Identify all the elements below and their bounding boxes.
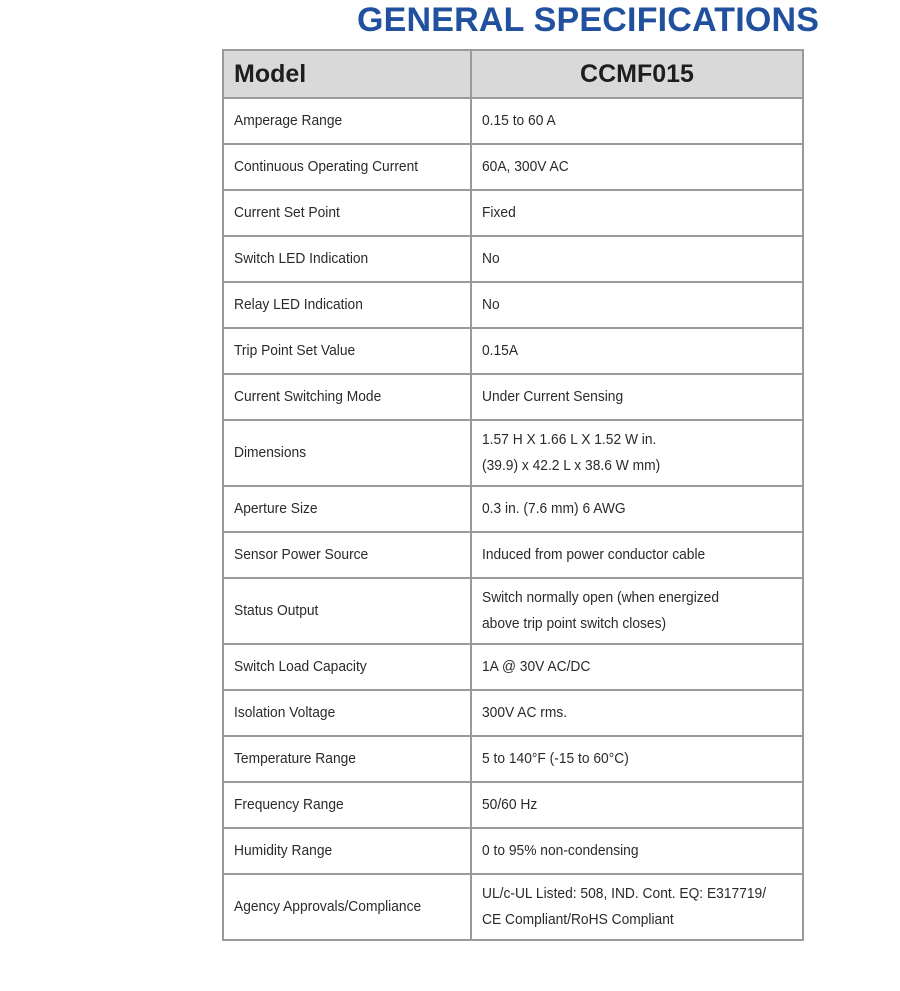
spec-value-line: 60A, 300V AC <box>482 158 569 175</box>
spec-label-text: Frequency Range <box>234 796 344 813</box>
spec-value-line: Switch normally open (when energized <box>482 589 720 606</box>
spec-value <box>471 236 803 282</box>
spec-label-text: Switch LED Indication <box>234 250 369 267</box>
table-row <box>223 690 803 736</box>
spec-value-line: (39.9) x 42.2 L x 38.6 W mm) <box>482 457 661 474</box>
spec-value-line: 5 to 140°F (-15 to 60°C) <box>482 750 629 767</box>
table-row <box>223 190 803 236</box>
model-header-label: Model <box>223 50 471 98</box>
spec-label <box>223 98 471 144</box>
spec-value <box>471 690 803 736</box>
spec-label <box>223 420 471 486</box>
spec-value <box>471 736 803 782</box>
table-header-row <box>223 50 803 98</box>
spec-value-line: 300V AC rms. <box>482 704 568 721</box>
table-row <box>223 736 803 782</box>
spec-label-text: Continuous Operating Current <box>234 158 419 175</box>
spec-label <box>223 532 471 578</box>
spec-label-text: Sensor Power Source <box>234 546 369 563</box>
spec-value <box>471 98 803 144</box>
specifications-body <box>223 98 803 940</box>
spec-value-line: 1.57 H X 1.66 L X 1.52 W in. <box>482 431 657 448</box>
spec-label-text: Switch Load Capacity <box>234 658 367 675</box>
spec-value-line: No <box>482 250 500 267</box>
spec-value-line: 50/60 Hz <box>482 796 538 813</box>
spec-value <box>471 144 803 190</box>
spec-label <box>223 190 471 236</box>
page-title: GENERAL SPECIFICATIONS <box>357 1 820 39</box>
table-row <box>223 282 803 328</box>
spec-value <box>471 532 803 578</box>
spec-value-line: CE Compliant/RoHS Compliant <box>482 911 674 928</box>
spec-value-line: above trip point switch closes) <box>482 615 667 632</box>
spec-value-line: Induced from power conductor cable <box>482 546 706 563</box>
table-row <box>223 828 803 874</box>
table-row <box>223 420 803 486</box>
spec-label <box>223 828 471 874</box>
spec-value <box>471 282 803 328</box>
spec-value <box>471 828 803 874</box>
spec-value-line: 1A @ 30V AC/DC <box>482 658 591 675</box>
spec-value <box>471 374 803 420</box>
spec-label-text: Relay LED Indication <box>234 296 363 313</box>
table-row <box>223 98 803 144</box>
specifications-table <box>222 49 804 941</box>
spec-label <box>223 782 471 828</box>
spec-value-line: Under Current Sensing <box>482 388 624 405</box>
spec-value-line: 0.3 in. (7.6 mm) 6 AWG <box>482 500 626 517</box>
spec-label <box>223 374 471 420</box>
spec-label <box>223 328 471 374</box>
spec-label-text: Trip Point Set Value <box>234 342 356 359</box>
spec-value-line: Fixed <box>482 204 516 221</box>
spec-label-text: Dimensions <box>234 444 307 461</box>
spec-value-line: 0 to 95% non-condensing <box>482 842 639 859</box>
spec-value <box>471 782 803 828</box>
spec-label-text: Amperage Range <box>234 112 343 129</box>
spec-value <box>471 190 803 236</box>
spec-label-text: Temperature Range <box>234 750 356 767</box>
spec-value <box>471 578 803 644</box>
spec-label <box>223 282 471 328</box>
spec-value-line: UL/c-UL Listed: 508, IND. Cont. EQ: E317719/ <box>482 885 767 902</box>
spec-label <box>223 578 471 644</box>
spec-label <box>223 690 471 736</box>
table-row <box>223 782 803 828</box>
spec-value-line: 0.15A <box>482 342 519 359</box>
spec-label <box>223 736 471 782</box>
model-header-value: CCMF015 <box>471 50 803 98</box>
table-row <box>223 236 803 282</box>
spec-label-text: Current Set Point <box>234 204 340 221</box>
spec-label <box>223 644 471 690</box>
table-row <box>223 144 803 190</box>
spec-label-text: Current Switching Mode <box>234 388 382 405</box>
spec-value <box>471 644 803 690</box>
table-row <box>223 874 803 940</box>
spec-label <box>223 236 471 282</box>
spec-label-text: Humidity Range <box>234 842 333 859</box>
spec-label-text: Agency Approvals/Compliance <box>234 898 422 915</box>
table-row <box>223 644 803 690</box>
spec-label <box>223 486 471 532</box>
spec-label-text: Isolation Voltage <box>234 704 336 721</box>
spec-value <box>471 420 803 486</box>
spec-label <box>223 144 471 190</box>
table-row <box>223 578 803 644</box>
spec-value <box>471 874 803 940</box>
spec-value <box>471 328 803 374</box>
spec-value-line: 0.15 to 60 A <box>482 112 556 129</box>
spec-label <box>223 874 471 940</box>
table-row <box>223 374 803 420</box>
spec-value-line: No <box>482 296 500 313</box>
table-row <box>223 532 803 578</box>
spec-label-text: Aperture Size <box>234 500 318 517</box>
spec-label-text: Status Output <box>234 602 319 619</box>
table-row <box>223 486 803 532</box>
table-row <box>223 328 803 374</box>
spec-value <box>471 486 803 532</box>
